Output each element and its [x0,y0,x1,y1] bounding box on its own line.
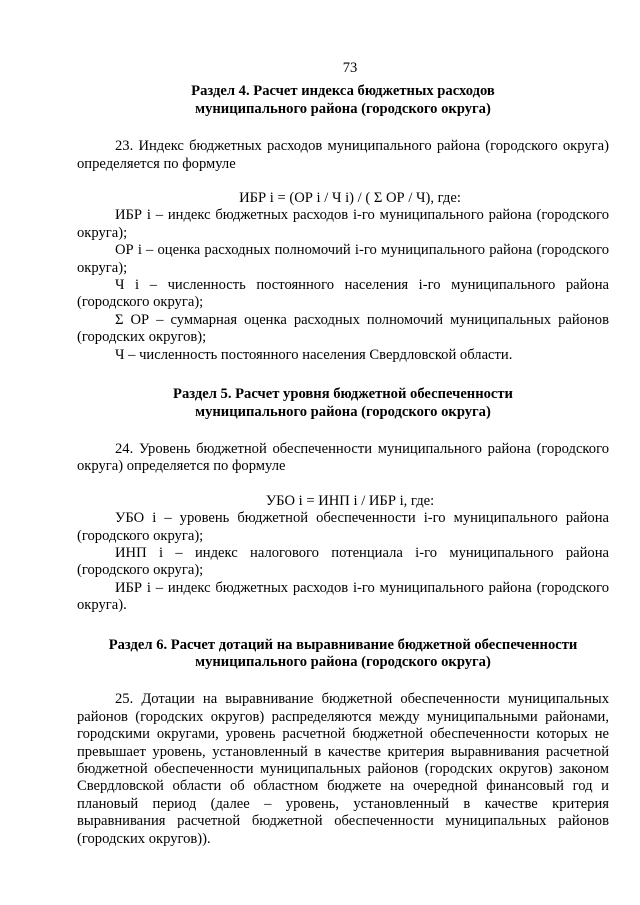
section-4-paragraph: 23. Индекс бюджетных расходов муниципального района (городского округа) определяется по формуле [77,138,609,172]
definition-sum-or: Σ ОР – суммарная оценка расходных полномочий муниципальных районов (городских округов); [77,311,609,346]
section-5-paragraph: 24. Уровень бюджетной обеспеченности муниципального района (городского округа) определяется по формуле [77,440,609,475]
page-number: 73 [342,60,358,76]
section-5-formula: УБО i = ИНП i / ИБР i, где: [265,492,435,509]
section-6-paragraph: 25. Дотации на выравнивание бюджетной обеспеченности муниципальных районов (городских округов) распределяются между муниципальными районами, городскими округами, уровень расчетной бюджетной обеспеченности которых не превышает уровень, установленный в качестве критерия выравнивания расчетной бюджетной обеспеченности муниципальных районов (городских округов) законом Свердловской области об областном бюджете на очередной финансовый год и плановый период (далее – уровень, установленный в качестве критерия выравнивания расчетной бюджетной обеспеченности муниципальных районов (городских округов)). [77,691,609,847]
section-5-heading-line1: Раздел 5. Расчет уровня бюджетной обеспеченности [173,386,513,403]
definition-ch-i: Ч i – численность постоянного населения i-го муниципального района (городского округа); [77,277,609,311]
section-4-formula: ИБР i = (ОР i / Ч i) / ( Σ ОР / Ч), где: [239,190,461,207]
definition-inp: ИНП i – индекс налогового потенциала i-го муниципального района (городского округа); [77,544,609,579]
definition-or: ОР i – оценка расходных полномочий i-го муниципального района (городского округа); [77,242,609,276]
section-4 [77,83,609,364]
definition-ibr-2: ИБР i – индекс бюджетных расходов i-го муниципального района (городского округа). [77,579,609,614]
section-6 [77,637,609,848]
section-6-heading-line1: Раздел 6. Расчет дотаций на выравнивание бюджетной обеспеченности [108,636,578,653]
section-5 [77,386,609,614]
section-6-heading-line2: муниципального района (городского округа) [195,653,491,670]
definition-ibr: ИБР i – индекс бюджетных расходов i-го муниципального района (городского округа); [77,207,609,241]
document-page [77,60,609,848]
section-4-heading-line2: муниципального района (городского округа) [195,100,491,117]
section-4-heading-line1: Раздел 4. Расчет индекса бюджетных расходов [191,83,495,100]
section-5-heading-line2: муниципального района (городского округа) [195,403,491,420]
definition-ubo: УБО i – уровень бюджетной обеспеченности i-го муниципального района (городского округа); [77,510,609,544]
definition-ch: Ч – численность постоянного населения Свердловской области. [115,346,513,363]
